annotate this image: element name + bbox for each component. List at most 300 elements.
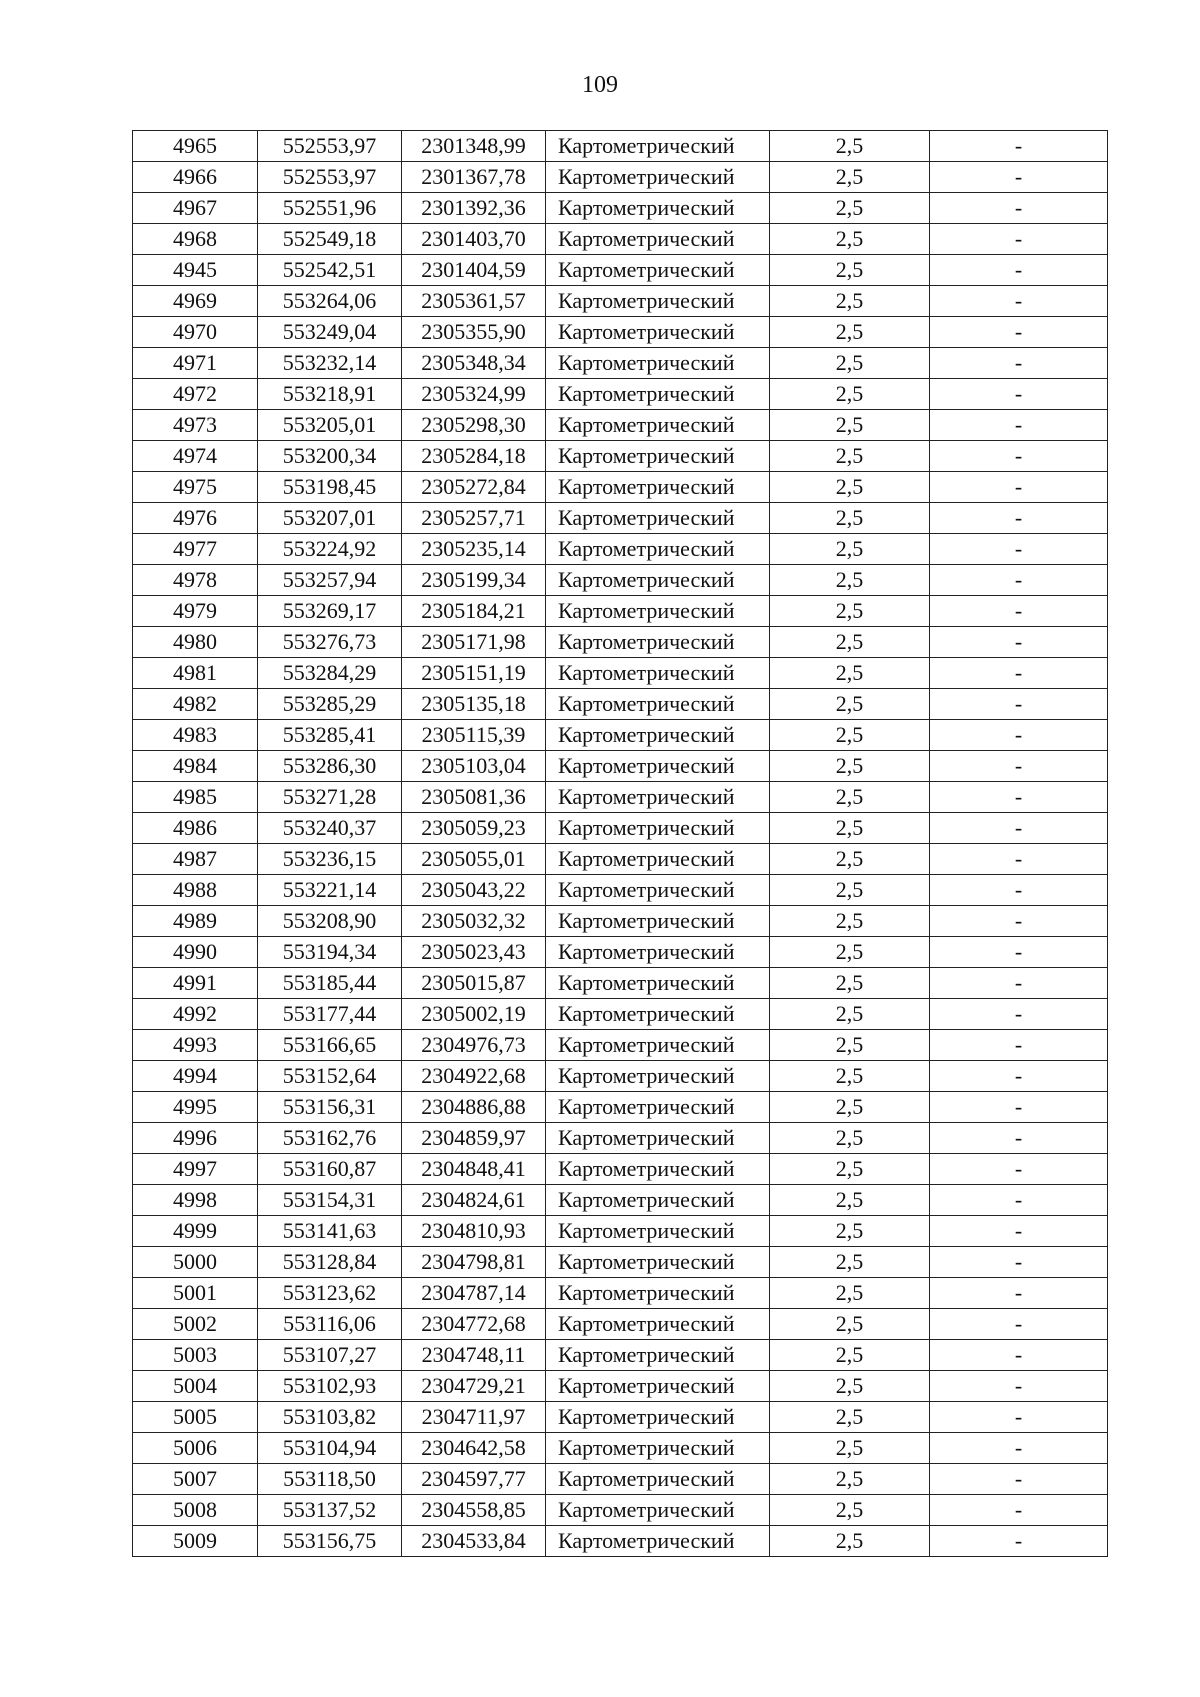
method-cell: Картометрический — [546, 689, 770, 720]
note-cell: - — [930, 286, 1108, 317]
note-cell: - — [930, 1340, 1108, 1371]
y-coordinate-cell: 2305355,90 — [402, 317, 546, 348]
method-cell: Картометрический — [546, 999, 770, 1030]
x-coordinate-cell: 553104,94 — [258, 1433, 402, 1464]
note-cell: - — [930, 968, 1108, 999]
note-cell: - — [930, 1526, 1108, 1557]
y-coordinate-cell: 2304848,41 — [402, 1154, 546, 1185]
accuracy-cell: 2,5 — [770, 1278, 930, 1309]
table-row — [133, 844, 1108, 875]
method-cell: Картометрический — [546, 844, 770, 875]
note-cell: - — [930, 844, 1108, 875]
table-row — [133, 875, 1108, 906]
y-coordinate-cell: 2305298,30 — [402, 410, 546, 441]
point-number-cell: 4987 — [133, 844, 258, 875]
note-cell: - — [930, 131, 1108, 162]
y-coordinate-cell: 2305032,32 — [402, 906, 546, 937]
note-cell: - — [930, 658, 1108, 689]
x-coordinate-cell: 553285,41 — [258, 720, 402, 751]
x-coordinate-cell: 553152,64 — [258, 1061, 402, 1092]
accuracy-cell: 2,5 — [770, 720, 930, 751]
method-cell: Картометрический — [546, 565, 770, 596]
y-coordinate-cell: 2305151,19 — [402, 658, 546, 689]
x-coordinate-cell: 553128,84 — [258, 1247, 402, 1278]
note-cell: - — [930, 1278, 1108, 1309]
x-coordinate-cell: 553156,31 — [258, 1092, 402, 1123]
point-number-cell: 4988 — [133, 875, 258, 906]
accuracy-cell: 2,5 — [770, 1154, 930, 1185]
table-row — [133, 1495, 1108, 1526]
x-coordinate-cell: 553103,82 — [258, 1402, 402, 1433]
table-row — [133, 937, 1108, 968]
y-coordinate-cell: 2304859,97 — [402, 1123, 546, 1154]
method-cell: Картометрический — [546, 1154, 770, 1185]
note-cell: - — [930, 317, 1108, 348]
point-number-cell: 4989 — [133, 906, 258, 937]
x-coordinate-cell: 553194,34 — [258, 937, 402, 968]
x-coordinate-cell: 552549,18 — [258, 224, 402, 255]
accuracy-cell: 2,5 — [770, 1495, 930, 1526]
y-coordinate-cell: 2305272,84 — [402, 472, 546, 503]
point-number-cell: 4978 — [133, 565, 258, 596]
x-coordinate-cell: 553185,44 — [258, 968, 402, 999]
method-cell: Картометрический — [546, 441, 770, 472]
x-coordinate-cell: 553236,15 — [258, 844, 402, 875]
method-cell: Картометрический — [546, 1309, 770, 1340]
table-row — [133, 627, 1108, 658]
x-coordinate-cell: 552553,97 — [258, 131, 402, 162]
method-cell: Картометрический — [546, 1185, 770, 1216]
y-coordinate-cell: 2304787,14 — [402, 1278, 546, 1309]
table-row — [133, 286, 1108, 317]
point-number-cell: 4992 — [133, 999, 258, 1030]
accuracy-cell: 2,5 — [770, 1371, 930, 1402]
table-row — [133, 1061, 1108, 1092]
point-number-cell: 5009 — [133, 1526, 258, 1557]
y-coordinate-cell: 2304976,73 — [402, 1030, 546, 1061]
table-row — [133, 782, 1108, 813]
accuracy-cell: 2,5 — [770, 1402, 930, 1433]
point-number-cell: 5001 — [133, 1278, 258, 1309]
method-cell: Картометрический — [546, 224, 770, 255]
accuracy-cell: 2,5 — [770, 596, 930, 627]
x-coordinate-cell: 553116,06 — [258, 1309, 402, 1340]
method-cell: Картометрический — [546, 1526, 770, 1557]
table-row — [133, 1123, 1108, 1154]
note-cell: - — [930, 224, 1108, 255]
point-number-cell: 5006 — [133, 1433, 258, 1464]
x-coordinate-cell: 553207,01 — [258, 503, 402, 534]
note-cell: - — [930, 162, 1108, 193]
table-row — [133, 503, 1108, 534]
note-cell: - — [930, 1092, 1108, 1123]
table-row — [133, 131, 1108, 162]
x-coordinate-cell: 553198,45 — [258, 472, 402, 503]
point-number-cell: 4945 — [133, 255, 258, 286]
note-cell: - — [930, 720, 1108, 751]
accuracy-cell: 2,5 — [770, 813, 930, 844]
y-coordinate-cell: 2305015,87 — [402, 968, 546, 999]
note-cell: - — [930, 503, 1108, 534]
accuracy-cell: 2,5 — [770, 1526, 930, 1557]
accuracy-cell: 2,5 — [770, 751, 930, 782]
y-coordinate-cell: 2305055,01 — [402, 844, 546, 875]
note-cell: - — [930, 782, 1108, 813]
y-coordinate-cell: 2304729,21 — [402, 1371, 546, 1402]
y-coordinate-cell: 2305324,99 — [402, 379, 546, 410]
y-coordinate-cell: 2301404,59 — [402, 255, 546, 286]
x-coordinate-cell: 553240,37 — [258, 813, 402, 844]
note-cell: - — [930, 1061, 1108, 1092]
y-coordinate-cell: 2305081,36 — [402, 782, 546, 813]
point-number-cell: 4974 — [133, 441, 258, 472]
method-cell: Картометрический — [546, 1030, 770, 1061]
table-row — [133, 441, 1108, 472]
table-row — [133, 751, 1108, 782]
table-row — [133, 410, 1108, 441]
accuracy-cell: 2,5 — [770, 627, 930, 658]
y-coordinate-cell: 2304533,84 — [402, 1526, 546, 1557]
table-row — [133, 255, 1108, 286]
method-cell: Картометрический — [546, 1495, 770, 1526]
method-cell: Картометрический — [546, 627, 770, 658]
point-number-cell: 4981 — [133, 658, 258, 689]
y-coordinate-cell: 2304798,81 — [402, 1247, 546, 1278]
table-row — [133, 1464, 1108, 1495]
point-number-cell: 4975 — [133, 472, 258, 503]
point-number-cell: 5003 — [133, 1340, 258, 1371]
accuracy-cell: 2,5 — [770, 1123, 930, 1154]
method-cell: Картометрический — [546, 1061, 770, 1092]
method-cell: Картометрический — [546, 937, 770, 968]
point-number-cell: 5004 — [133, 1371, 258, 1402]
note-cell: - — [930, 410, 1108, 441]
note-cell: - — [930, 1402, 1108, 1433]
x-coordinate-cell: 553118,50 — [258, 1464, 402, 1495]
note-cell: - — [930, 1216, 1108, 1247]
y-coordinate-cell: 2304810,93 — [402, 1216, 546, 1247]
table-row — [133, 1340, 1108, 1371]
accuracy-cell: 2,5 — [770, 348, 930, 379]
table-row — [133, 720, 1108, 751]
point-number-cell: 4999 — [133, 1216, 258, 1247]
table-row — [133, 1371, 1108, 1402]
note-cell: - — [930, 875, 1108, 906]
accuracy-cell: 2,5 — [770, 875, 930, 906]
table-row — [133, 658, 1108, 689]
point-number-cell: 5002 — [133, 1309, 258, 1340]
table-row — [133, 1526, 1108, 1557]
method-cell: Картометрический — [546, 1433, 770, 1464]
table-row — [133, 1216, 1108, 1247]
x-coordinate-cell: 553166,65 — [258, 1030, 402, 1061]
x-coordinate-cell: 553156,75 — [258, 1526, 402, 1557]
y-coordinate-cell: 2305284,18 — [402, 441, 546, 472]
x-coordinate-cell: 553208,90 — [258, 906, 402, 937]
note-cell: - — [930, 1123, 1108, 1154]
x-coordinate-cell: 553200,34 — [258, 441, 402, 472]
accuracy-cell: 2,5 — [770, 255, 930, 286]
method-cell: Картометрический — [546, 720, 770, 751]
point-number-cell: 5000 — [133, 1247, 258, 1278]
note-cell: - — [930, 999, 1108, 1030]
accuracy-cell: 2,5 — [770, 131, 930, 162]
x-coordinate-cell: 553257,94 — [258, 565, 402, 596]
x-coordinate-cell: 553141,63 — [258, 1216, 402, 1247]
table-row — [133, 906, 1108, 937]
table-row — [133, 1278, 1108, 1309]
note-cell: - — [930, 441, 1108, 472]
method-cell: Картометрический — [546, 1278, 770, 1309]
point-number-cell: 4968 — [133, 224, 258, 255]
y-coordinate-cell: 2305184,21 — [402, 596, 546, 627]
y-coordinate-cell: 2301403,70 — [402, 224, 546, 255]
y-coordinate-cell: 2305135,18 — [402, 689, 546, 720]
accuracy-cell: 2,5 — [770, 410, 930, 441]
point-number-cell: 4977 — [133, 534, 258, 565]
y-coordinate-cell: 2304748,11 — [402, 1340, 546, 1371]
accuracy-cell: 2,5 — [770, 1185, 930, 1216]
note-cell: - — [930, 255, 1108, 286]
y-coordinate-cell: 2304922,68 — [402, 1061, 546, 1092]
accuracy-cell: 2,5 — [770, 193, 930, 224]
point-number-cell: 4966 — [133, 162, 258, 193]
table-row — [133, 596, 1108, 627]
table-row — [133, 1185, 1108, 1216]
table-row — [133, 689, 1108, 720]
y-coordinate-cell: 2301367,78 — [402, 162, 546, 193]
method-cell: Картометрический — [546, 1340, 770, 1371]
table-row — [133, 1154, 1108, 1185]
table-row — [133, 968, 1108, 999]
note-cell: - — [930, 348, 1108, 379]
y-coordinate-cell: 2301348,99 — [402, 131, 546, 162]
x-coordinate-cell: 553286,30 — [258, 751, 402, 782]
method-cell: Картометрический — [546, 813, 770, 844]
coordinates-table — [132, 130, 1108, 1557]
accuracy-cell: 2,5 — [770, 906, 930, 937]
method-cell: Картометрический — [546, 968, 770, 999]
x-coordinate-cell: 553232,14 — [258, 348, 402, 379]
x-coordinate-cell: 553276,73 — [258, 627, 402, 658]
method-cell: Картометрический — [546, 162, 770, 193]
method-cell: Картометрический — [546, 1371, 770, 1402]
point-number-cell: 4995 — [133, 1092, 258, 1123]
accuracy-cell: 2,5 — [770, 1309, 930, 1340]
table-row — [133, 999, 1108, 1030]
method-cell: Картометрический — [546, 1092, 770, 1123]
table-row — [133, 317, 1108, 348]
method-cell: Картометрический — [546, 286, 770, 317]
accuracy-cell: 2,5 — [770, 782, 930, 813]
method-cell: Картометрический — [546, 348, 770, 379]
y-coordinate-cell: 2305103,04 — [402, 751, 546, 782]
method-cell: Картометрический — [546, 1216, 770, 1247]
note-cell: - — [930, 751, 1108, 782]
accuracy-cell: 2,5 — [770, 1216, 930, 1247]
table-row — [133, 472, 1108, 503]
point-number-cell: 4965 — [133, 131, 258, 162]
accuracy-cell: 2,5 — [770, 472, 930, 503]
method-cell: Картометрический — [546, 1464, 770, 1495]
accuracy-cell: 2,5 — [770, 999, 930, 1030]
table-row — [133, 193, 1108, 224]
point-number-cell: 4979 — [133, 596, 258, 627]
x-coordinate-cell: 553107,27 — [258, 1340, 402, 1371]
y-coordinate-cell: 2305171,98 — [402, 627, 546, 658]
note-cell: - — [930, 565, 1108, 596]
note-cell: - — [930, 689, 1108, 720]
point-number-cell: 4969 — [133, 286, 258, 317]
method-cell: Картометрический — [546, 596, 770, 627]
x-coordinate-cell: 553205,01 — [258, 410, 402, 441]
accuracy-cell: 2,5 — [770, 534, 930, 565]
accuracy-cell: 2,5 — [770, 379, 930, 410]
table-row — [133, 1433, 1108, 1464]
accuracy-cell: 2,5 — [770, 1464, 930, 1495]
method-cell: Картометрический — [546, 782, 770, 813]
table-row — [133, 1309, 1108, 1340]
y-coordinate-cell: 2304772,68 — [402, 1309, 546, 1340]
y-coordinate-cell: 2301392,36 — [402, 193, 546, 224]
y-coordinate-cell: 2305257,71 — [402, 503, 546, 534]
note-cell: - — [930, 1464, 1108, 1495]
method-cell: Картометрический — [546, 503, 770, 534]
note-cell: - — [930, 1309, 1108, 1340]
note-cell: - — [930, 1433, 1108, 1464]
point-number-cell: 4998 — [133, 1185, 258, 1216]
point-number-cell: 4990 — [133, 937, 258, 968]
point-number-cell: 4970 — [133, 317, 258, 348]
accuracy-cell: 2,5 — [770, 565, 930, 596]
y-coordinate-cell: 2305348,34 — [402, 348, 546, 379]
accuracy-cell: 2,5 — [770, 1061, 930, 1092]
y-coordinate-cell: 2305002,19 — [402, 999, 546, 1030]
method-cell: Картометрический — [546, 410, 770, 441]
page-number: 109 — [582, 72, 618, 98]
point-number-cell: 5005 — [133, 1402, 258, 1433]
table-row — [133, 813, 1108, 844]
accuracy-cell: 2,5 — [770, 1247, 930, 1278]
note-cell: - — [930, 1371, 1108, 1402]
accuracy-cell: 2,5 — [770, 968, 930, 999]
note-cell: - — [930, 1247, 1108, 1278]
x-coordinate-cell: 553160,87 — [258, 1154, 402, 1185]
note-cell: - — [930, 193, 1108, 224]
x-coordinate-cell: 553218,91 — [258, 379, 402, 410]
method-cell: Картометрический — [546, 534, 770, 565]
note-cell: - — [930, 813, 1108, 844]
table-row — [133, 379, 1108, 410]
accuracy-cell: 2,5 — [770, 503, 930, 534]
x-coordinate-cell: 553249,04 — [258, 317, 402, 348]
y-coordinate-cell: 2304824,61 — [402, 1185, 546, 1216]
method-cell: Картометрический — [546, 1402, 770, 1433]
note-cell: - — [930, 1185, 1108, 1216]
y-coordinate-cell: 2305043,22 — [402, 875, 546, 906]
point-number-cell: 5007 — [133, 1464, 258, 1495]
x-coordinate-cell: 553285,29 — [258, 689, 402, 720]
point-number-cell: 4967 — [133, 193, 258, 224]
method-cell: Картометрический — [546, 1247, 770, 1278]
y-coordinate-cell: 2304886,88 — [402, 1092, 546, 1123]
table-row — [133, 1402, 1108, 1433]
y-coordinate-cell: 2305199,34 — [402, 565, 546, 596]
point-number-cell: 5008 — [133, 1495, 258, 1526]
y-coordinate-cell: 2305361,57 — [402, 286, 546, 317]
x-coordinate-cell: 552553,97 — [258, 162, 402, 193]
note-cell: - — [930, 937, 1108, 968]
y-coordinate-cell: 2304642,58 — [402, 1433, 546, 1464]
note-cell: - — [930, 379, 1108, 410]
method-cell: Картометрический — [546, 317, 770, 348]
x-coordinate-cell: 552542,51 — [258, 255, 402, 286]
x-coordinate-cell: 553137,52 — [258, 1495, 402, 1526]
note-cell: - — [930, 1495, 1108, 1526]
x-coordinate-cell: 553221,14 — [258, 875, 402, 906]
x-coordinate-cell: 553123,62 — [258, 1278, 402, 1309]
y-coordinate-cell: 2305115,39 — [402, 720, 546, 751]
table-row — [133, 162, 1108, 193]
x-coordinate-cell: 553177,44 — [258, 999, 402, 1030]
accuracy-cell: 2,5 — [770, 317, 930, 348]
y-coordinate-cell: 2304558,85 — [402, 1495, 546, 1526]
note-cell: - — [930, 1154, 1108, 1185]
table-row — [133, 1030, 1108, 1061]
point-number-cell: 4972 — [133, 379, 258, 410]
accuracy-cell: 2,5 — [770, 658, 930, 689]
method-cell: Картометрический — [546, 658, 770, 689]
x-coordinate-cell: 553269,17 — [258, 596, 402, 627]
accuracy-cell: 2,5 — [770, 1092, 930, 1123]
method-cell: Картометрический — [546, 1123, 770, 1154]
note-cell: - — [930, 906, 1108, 937]
note-cell: - — [930, 472, 1108, 503]
point-number-cell: 4973 — [133, 410, 258, 441]
accuracy-cell: 2,5 — [770, 1030, 930, 1061]
point-number-cell: 4983 — [133, 720, 258, 751]
y-coordinate-cell: 2305059,23 — [402, 813, 546, 844]
point-number-cell: 4994 — [133, 1061, 258, 1092]
x-coordinate-cell: 553271,28 — [258, 782, 402, 813]
accuracy-cell: 2,5 — [770, 844, 930, 875]
method-cell: Картометрический — [546, 751, 770, 782]
x-coordinate-cell: 553224,92 — [258, 534, 402, 565]
accuracy-cell: 2,5 — [770, 1340, 930, 1371]
table-row — [133, 1092, 1108, 1123]
point-number-cell: 4996 — [133, 1123, 258, 1154]
y-coordinate-cell: 2304597,77 — [402, 1464, 546, 1495]
accuracy-cell: 2,5 — [770, 937, 930, 968]
method-cell: Картометрический — [546, 255, 770, 286]
table-row — [133, 348, 1108, 379]
method-cell: Картометрический — [546, 906, 770, 937]
coordinates-table-body — [133, 131, 1108, 1557]
x-coordinate-cell: 553264,06 — [258, 286, 402, 317]
method-cell: Картометрический — [546, 472, 770, 503]
accuracy-cell: 2,5 — [770, 286, 930, 317]
point-number-cell: 4985 — [133, 782, 258, 813]
method-cell: Картометрический — [546, 131, 770, 162]
point-number-cell: 4984 — [133, 751, 258, 782]
x-coordinate-cell: 553154,31 — [258, 1185, 402, 1216]
accuracy-cell: 2,5 — [770, 162, 930, 193]
y-coordinate-cell: 2305023,43 — [402, 937, 546, 968]
note-cell: - — [930, 534, 1108, 565]
x-coordinate-cell: 553284,29 — [258, 658, 402, 689]
y-coordinate-cell: 2304711,97 — [402, 1402, 546, 1433]
accuracy-cell: 2,5 — [770, 224, 930, 255]
